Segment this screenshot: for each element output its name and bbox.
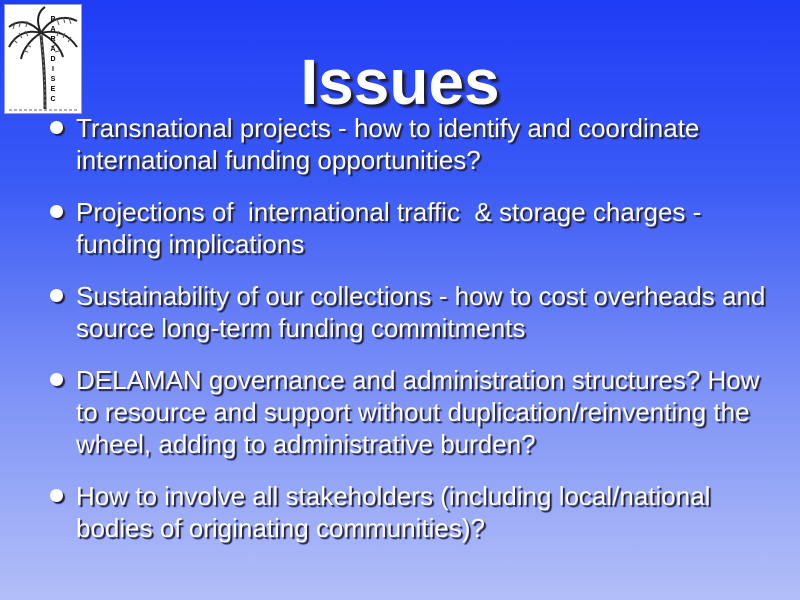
logo-letter: A [50, 26, 56, 33]
logo-letter: E [50, 86, 56, 93]
bullet-dot-icon [50, 205, 63, 218]
logo-letter: A [50, 46, 56, 53]
bullet-item [48, 480, 768, 544]
bullet-dot-icon [50, 121, 63, 134]
logo-letter: D [50, 56, 56, 63]
logo-letter: I [52, 66, 54, 73]
bullet-dot-icon [50, 289, 63, 302]
bullet-text: How to involve all stakeholders (including local/national bodies of originating communities)? [76, 481, 711, 543]
bullet-text: Transnational projects - how to identify and coordinate international funding opportunities? [76, 113, 700, 175]
bullet-text: Projections of international traffic & storage charges - funding implications [76, 197, 709, 259]
bullet-text: DELAMAN governance and administration structures? How to resource and support without duplication/reinventing the wheel, adding to administrative burden? [76, 365, 760, 459]
logo-letter: C [50, 96, 56, 103]
bullet-item [48, 364, 768, 460]
bullet-item [48, 112, 768, 176]
logo-letter: R [50, 36, 56, 43]
bullet-item [48, 196, 768, 260]
logo-letter: P [50, 16, 56, 23]
bullet-item [48, 280, 768, 344]
logo-letter: S [50, 76, 56, 83]
bullet-dot-icon [50, 489, 63, 502]
bullet-text: Sustainability of our collections - how to cost overheads and source long-term funding commitments [76, 281, 766, 343]
bullet-dot-icon [50, 373, 63, 386]
bullet-list [48, 112, 768, 564]
slide-title: Issues [300, 46, 500, 118]
